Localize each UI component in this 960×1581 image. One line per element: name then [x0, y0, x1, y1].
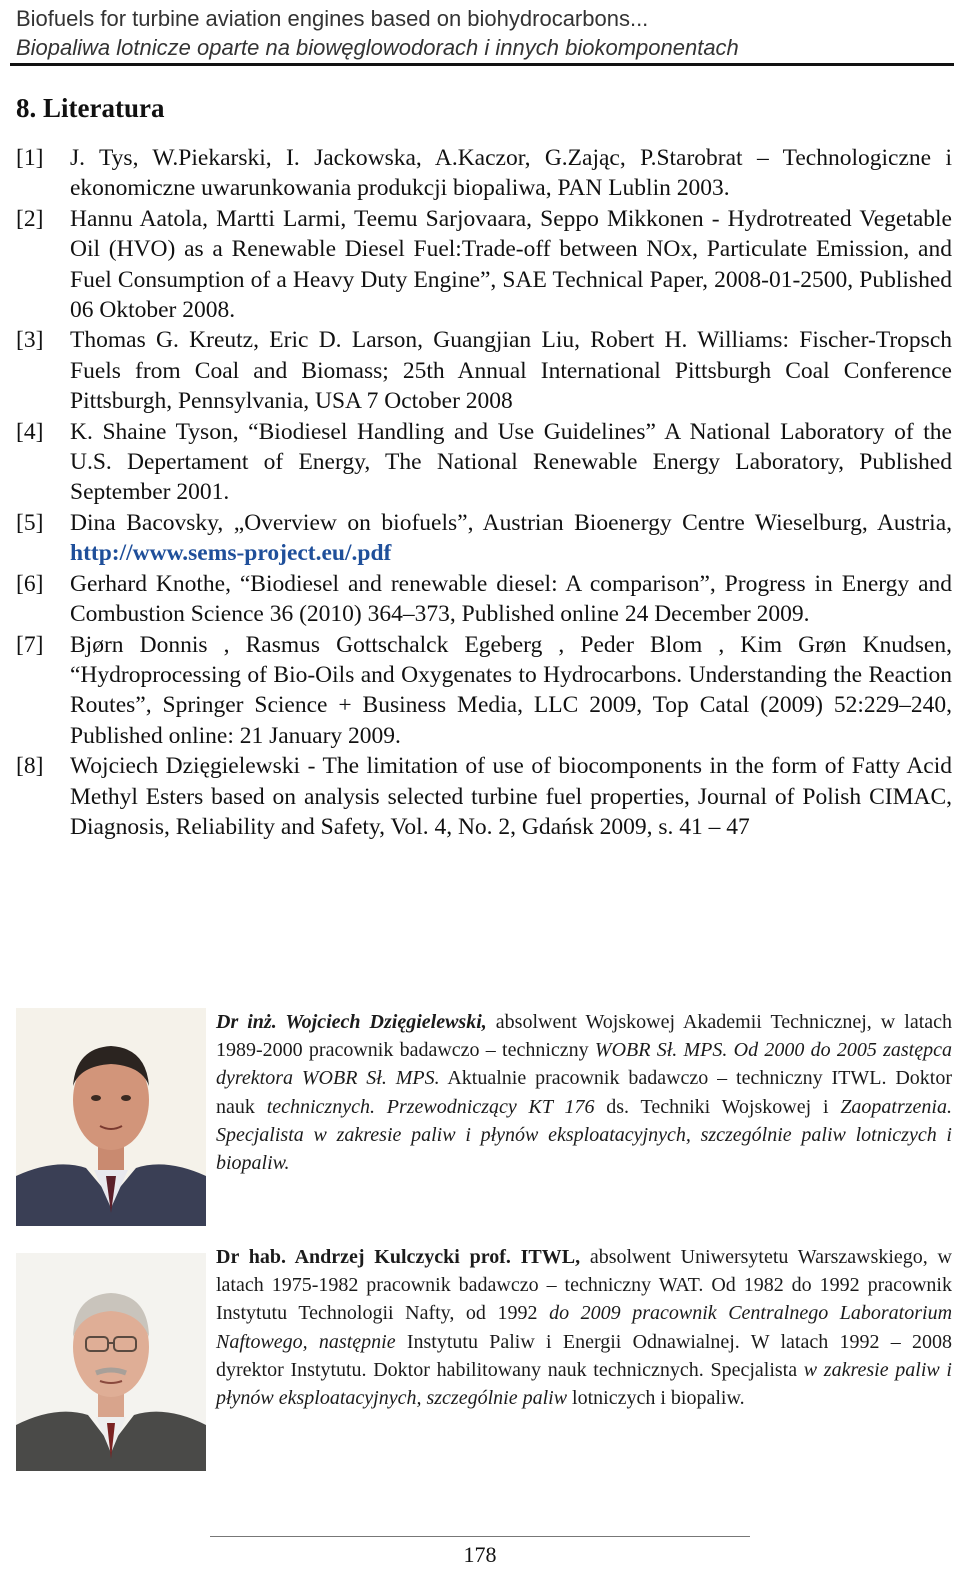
reference-item: [16, 569, 952, 630]
author-bio-text: [216, 1008, 952, 1177]
reference-item: [16, 417, 952, 508]
page-number: 178: [463, 1542, 497, 1567]
author-bio-dziegielewski: [16, 1008, 956, 1238]
bio-text-segment: WOBR Sł. MPS. Od 2000 do 2005 zastępca dyrektora WOBR Sł. MPS.: [216, 1039, 952, 1090]
reference-number: [6]: [16, 570, 44, 597]
footer-divider: [210, 1536, 750, 1537]
header-divider: [10, 63, 954, 66]
reference-number: [4]: [16, 418, 44, 445]
reference-text: Thomas G. Kreutz, Eric D. Larson, Guangjian Liu, Robert H. Williams: Fischer-Tropsch Fuels from Coal and Biomass; 25th Annual International Pittsburgh Coal Conference Pittsburgh, Pennsylvania, USA 7 October 2008: [70, 327, 952, 415]
reference-number: [8]: [16, 753, 44, 780]
reference-text: Gerhard Knothe, “Biodiesel and renewable diesel: A comparison”, Progress in Energy and Combustion Science 36 (2010) 364–373, Published online 24 December 2009.: [70, 570, 952, 628]
reference-item: [16, 325, 952, 416]
bio-text-segment: absolwent Wojskowej Akademii Technicznej, w latach 1989-2000 pracownik badawczo – techniczny: [216, 1011, 953, 1062]
header-title-polish: Biopaliwa lotnicze oparte na biowęglowodorach i innych biokomponentach: [16, 35, 739, 60]
author-bio-text: [216, 1243, 952, 1412]
reference-text: K. Shaine Tyson, “Biodiesel Handling and Use Guidelines” A National Laboratory of the U.S. Depertament of Energy, The National Renewable Energy Laboratory, Published September 2001.: [70, 418, 952, 506]
reference-number: [2]: [16, 205, 44, 232]
author-photo-dziegielewski: [16, 1008, 206, 1226]
reference-text-body: Dina Bacovsky, „Overview on biofuels”, Austrian Bioenergy Centre Wieselburg, Austria,: [70, 509, 952, 536]
bio-text-segment: lotniczych i biopaliw.: [567, 1387, 745, 1410]
author-name: Dr hab. Andrzej Kulczycki prof. ITWL,: [216, 1246, 581, 1268]
reference-number: [5]: [16, 509, 44, 536]
bio-text-segment: absolwent Uniwersytetu Warszawskiego, w latach 1975-1982 pracownik badawczo – techniczny WAT. Od 1982 do 1992 pracownik Instytutu Technologii Nafty, od 1992: [216, 1246, 952, 1325]
portrait-photo-icon: [16, 1253, 206, 1471]
bio-text-segment: Aktualnie pracownik badawczo – techniczny ITWL. Doktor nauk: [216, 1067, 952, 1118]
reference-text: Bjørn Donnis , Rasmus Gottschalck Egeberg , Peder Blom , Kim Grøn Knudsen, “Hydroprocessing of Bio-Oils and Oxygenates to Hydrocarbons. Understanding the Reaction Routes”, Springer Science + Business Media, LLC 2009, Top Catal (2009) 52:229–240, Published online: 21 January 2009.: [70, 631, 952, 749]
bio-text-segment: Zaopatrzenia. Specjalista w zakresie paliw i płynów eksploatacyjnych, szczególnie paliw lotniczych i biopaliw.: [216, 1095, 952, 1175]
bio-text-segment: ds. Techniki Wojskowej i: [594, 1095, 841, 1118]
reference-item: [16, 630, 952, 752]
reference-item: [16, 508, 952, 569]
reference-text: Wojciech Dzięgielewski - The limitation of use of biocomponents in the form of Fatty Acid Methyl Esters based on analysis selected turbine fuel properties, Journal of Polish CIMAC, Diagnosis, Reliability and Safety, Vol. 4, No. 2, Gdańsk 2009, s. 41 – 47: [70, 753, 952, 840]
bio-text-segment: do 2009 pracownik Centralnego Laboratorium Naftowego, następnie: [216, 1302, 953, 1353]
reference-list: [16, 143, 952, 842]
header-title-english: Biofuels for turbine aviation engines based on biohydrocarbons...: [16, 6, 649, 31]
reference-text: Hannu Aatola, Martti Larmi, Teemu Sarjovaara, Seppo Mikkonen - Hydrotreated Vegetable Oil (HVO) as a Renewable Diesel Fuel:Trade-off between NOx, Particulate Emission, and Fuel Consumption of a Heavy Duty Engine”, SAE Technical Paper, 2008-01-2500, Published 06 Oktober 2008.: [70, 205, 952, 324]
reference-number: [1]: [16, 145, 44, 171]
running-header: [16, 4, 952, 62]
reference-number: [7]: [16, 631, 44, 658]
bio-text-segment: Instytutu Paliw i Energii Odnawialnej. W latach 1992 – 2008 dyrektor Instytutu. Doktor habilitowany nauk technicznych. Specjalista: [216, 1330, 952, 1381]
bio-text-segment: technicznych. Przewodniczący KT 176: [266, 1095, 595, 1118]
reference-number: [3]: [16, 327, 44, 354]
bio-text-segment: w zakresie paliw i płynów eksploatacyjnych, szczególnie paliw: [216, 1358, 952, 1410]
author-photo-kulczycki: [16, 1253, 206, 1471]
author-name: Dr inż. Wojciech Dzięgielewski,: [216, 1011, 487, 1033]
reference-text: J. Tys, W.Piekarski, I. Jackowska, A.Kaczor, G.Zając, P.Starobrat – Technologiczne i ekonomiczne uwarunkowania produkcji biopaliwa, PAN Lublin 2003.: [70, 145, 952, 202]
reference-item: [16, 143, 952, 204]
author-bio-kulczycki: [16, 1243, 956, 1473]
reference-link[interactable]: http://www.sems-project.eu/.pdf: [70, 540, 392, 567]
reference-item: [16, 751, 952, 842]
reference-item: [16, 204, 952, 326]
reference-text: [70, 508, 952, 569]
portrait-photo-icon: [16, 1008, 206, 1226]
section-title: 8. Literatura: [16, 93, 165, 123]
